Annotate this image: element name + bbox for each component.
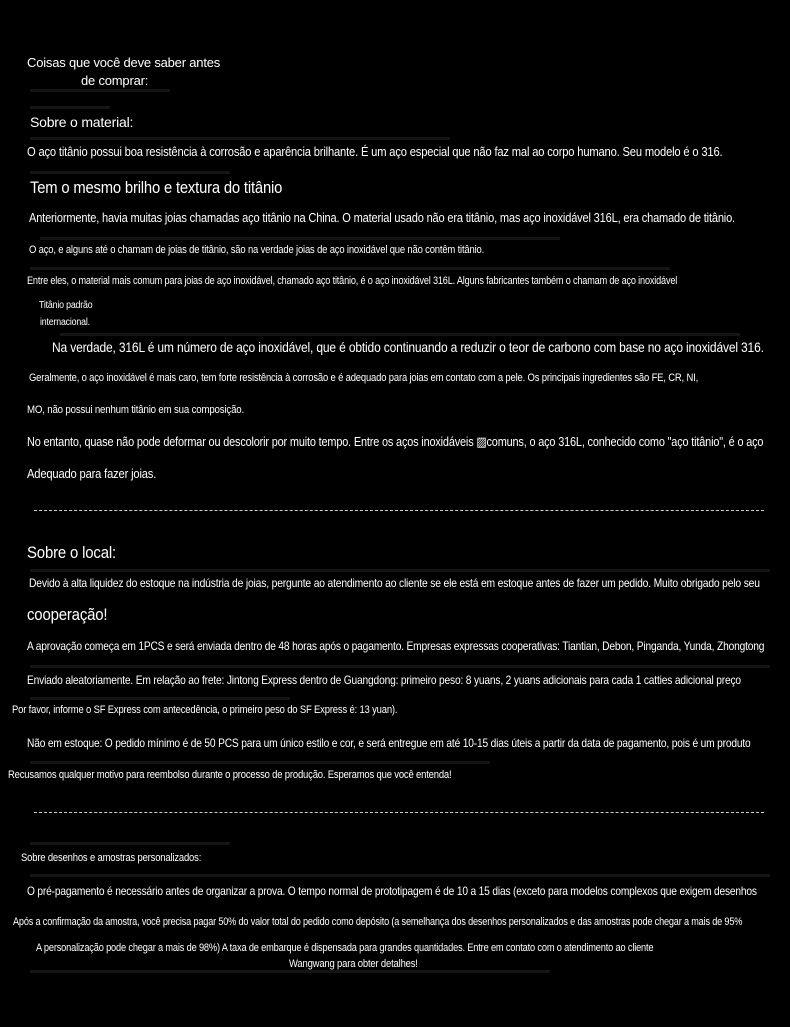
local-paragraph-6: Não em estoque: O pedido mínimo é de 50 PCS para um único estilo e cor, e será entregue em até 10-15 dias úteis a partir da data de pagamento, pois é um produto [27,736,751,750]
custom-heading: Sobre desenhos e amostras personalizados: [21,852,202,864]
ghost-stroke [40,237,560,240]
material-paragraph-8: No entanto, quase não pode deformar ou descolorir por muito tempo. Entre os aços inoxidáveis ▨comuns, o aço 316L, conhecido como "aço titânio", é o aço [27,434,764,449]
custom-paragraph-4: Wangwang para obter detalhes! [289,958,418,970]
custom-paragraph-3: A personalização pode chegar a mais de 98%) A taxa de embarque é dispensada para grandes quantidades. Entre em contato com o atendimento ao cliente [36,942,654,954]
material-paragraph-3: O aço, e alguns até o chamam de joias de titânio, são na verdade joias de aço inoxidável que não contêm titânio. [29,244,485,256]
material-title: Tem o mesmo brilho e textura do titânio [30,178,283,197]
ghost-stroke [30,697,290,700]
ghost-stroke [30,137,450,140]
standard-label-line-2: internacional. [40,317,90,328]
ghost-stroke [30,106,110,109]
material-paragraph-7: MO, não possui nenhum titânio em sua composição. [27,404,245,416]
ghost-stroke [30,761,490,764]
local-paragraph-5: Por favor, informe o SF Express com antecedência, o primeiro peso do SF Express é: 13 yuan). [12,704,398,716]
ghost-stroke [30,842,230,845]
ghost-stroke [30,569,770,572]
local-paragraph-7: Recusamos qualquer motivo para reembolso durante o processo de produção. Esperamos que você entenda! [8,769,452,781]
intro-line-1: Coisas que você deve saber antes [27,55,221,70]
ghost-stroke [30,171,230,174]
section-divider [34,510,764,511]
material-paragraph-9: Adequado para fazer joias. [27,466,157,481]
local-paragraph-4: Enviado aleatoriamente. Em relação ao frete: Jintong Express dentro de Guangdong: primeiro peso: 8 yuans, 2 yuans adicionais para cada 1 catties adicional preço [27,673,741,687]
local-paragraph-2: cooperação! [27,605,108,624]
local-paragraph-1: Devido à alta liquidez do estoque na indústria de joias, pergunte ao atendimento ao cliente se ele está em estoque antes de fazer um pedido. Muito obrigado pelo seu [29,576,760,590]
ghost-stroke [30,874,770,877]
material-paragraph-1: O aço titânio possui boa resistência à corrosão e aparência brilhante. É um aço especial que não faz mal ao corpo humano. Seu modelo é o 316. [27,144,723,159]
ghost-stroke [60,333,740,336]
intro-line-2: de comprar: [81,73,149,88]
material-paragraph-6: Geralmente, o aço inoxidável é mais caro, tem forte resistência à corrosão e é adequado para joias em contato com a pele. Os principais ingredientes são FE, CR, NI, [29,372,699,384]
material-paragraph-4: Entre eles, o material mais comum para joias de aço inoxidável, chamado aço titânio, é o aço inoxidável 316L. Alguns fabricantes também o chamam de aço inoxidável [27,275,678,287]
local-paragraph-3: A aprovação começa em 1PCS e será enviada dentro de 48 horas após o pagamento. Empresas expressas cooperativas: Tiantian, Debon, Pinganda, Yunda, Zhongtong [27,639,765,653]
material-paragraph-2: Anteriormente, havia muitas joias chamadas aço titânio na China. O material usado não era titânio, mas aço inoxidável 316L, era chamado de titânio. [29,210,735,225]
ghost-stroke [30,665,770,668]
local-heading: Sobre o local: [27,543,117,562]
standard-label-line-1: Titânio padrão [39,300,93,311]
custom-paragraph-1: O pré-pagamento é necessário antes de organizar a prova. O tempo normal de prototipagem é de 10 a 15 dias (exceto para modelos complexos que exigem desenhos [27,884,757,898]
ghost-stroke [30,267,670,270]
material-heading: Sobre o material: [30,114,134,130]
ghost-stroke [30,89,170,92]
custom-paragraph-2: Após a confirmação da amostra, você precisa pagar 50% do valor total do pedido como depósito (a semelhança dos desenhos personalizados e das amostras pode chegar a mais de 95% [13,916,743,928]
section-divider [34,812,764,813]
material-paragraph-5: Na verdade, 316L é um número de aço inoxidável, que é obtido continuando a reduzir o teor de carbono com base no aço inoxidável 316. [52,339,764,355]
